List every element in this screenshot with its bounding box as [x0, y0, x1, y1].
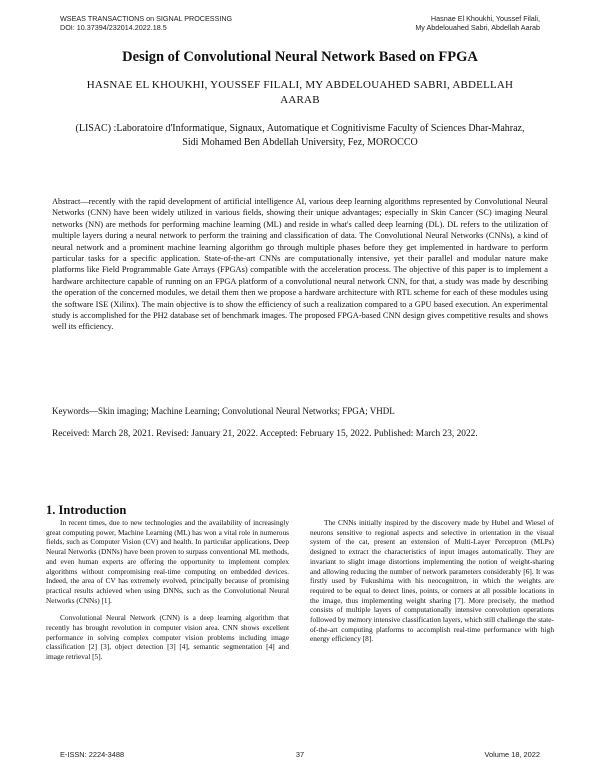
abstract: Abstract—recently with the rapid development of artificial intelligence AI, various deep learning algorithms represented by Convolutional Neural Networks (CNN) have been widely utilized in various fields, showing their unique advantages; especially in Skin Cancer (SC) imaging Neural networks (NN) are methods for performing machine learning (ML) and reside in what's called deep learning (DL). DL refers to the utilization of multiple layers during a neural network to perform the training and classification of data. The Convolutional Neural Networks (CNNs), a kind of neural network and a prominent machine learning algorithm go through multiple phases before they get implemented in hardware to perform particular tasks for a specific application. State-of-the-art CNNs are computationally intensive, yet their parallel and modular nature make platforms like Field Programmable Gate Arrays (FPGAs) compatible with the acceleration process. The objective of this paper is to implement a hardware architecture capable of running on an FPGA platform of a convolutional neural network CNN, for that, a study was made by describing the operation of the concerned modules, we detail them then we propose a hardware architecture with RTL scheme for each of these modules using the software ISE (Xilinx). The main objective is to show the efficiency of such a realization compared to a GPU based execution. An experimental study is accomplished for the PH2 database set of benchmark images. The proposed FPGA-based CNN design gives competitive results and shows well its efficiency. [52, 197, 548, 332]
right-column [310, 518, 554, 644]
paper-title: Design of Convolutional Neural Network Based on FPGA [122, 49, 478, 65]
running-header-right [415, 14, 540, 32]
received-dates: Received: March 28, 2021. Revised: January 21, 2022. Accepted: February 15, 2022. Published: March 23, 2022. [52, 429, 478, 439]
doi: DOI: 10.37394/232014.2022.18.5 [60, 23, 167, 32]
section-heading: 1. Introduction [46, 503, 127, 517]
paragraph: The CNNs initially inspired by the discovery made by Hubel and Wiesel of neurons sensitive to regional aspects and selective in orientation in the visual system of the cat, present an extension of Multi-Layer Perceptron (MLPs) designed to extract the characteristics of input images automatically. They are invariant to slight image distortions implementing the notion of weight-sharing and allowing reducing the number of network parameters considerably [6]. It was firstly used by Fukushima with his neocognitron, in which the weights are required to be equal to detect lines, points, or corners at all possible locations in the image, thus implementing weight sharing [7]. More precisely, the method consists of multiple layers of computationally intensive convolution operations followed by memory intensive classification layers, which still challenge the state-of-the-art computing platforms to accomplish real-time performance with high energy efficiency [8]. [310, 518, 554, 644]
affiliation: (LISAC) :Laboratoire d'Informatique, Signaux, Automatique et Cognitivisme Faculty of Sciences Dhar-Mahraz, Sidi Mohamed Ben Abdellah University, Fez, MOROCCO [75, 123, 525, 148]
paragraph: In recent times, due to new technologies and the availability of increasingly great computing power, Machine Learning (ML) has won a vital role in numerous fields, such as Computer Vision (CV) and health. In particular applications, Deep Neural Networks (DNNs) have been proven to surpass conventional ML methods, and even human experts are offering the opportunity to implement complex algorithms without compromising real-time computing on embedded devices. Indeed, the area of CV has extremely evolved, principally because of promising practical results achieved when using DNNs, such as the Convolutional Neural Networks (CNNs) [1]. [46, 518, 289, 605]
keywords: Keywords—Skin imaging; Machine Learning; Convolutional Neural Networks; FPGA; VHDL [52, 406, 395, 416]
header-authors-line1: Hasnae El Khoukhi, Youssef Filali, [430, 14, 540, 23]
running-header-left [60, 14, 232, 32]
page-number: 37 [295, 750, 305, 759]
left-column [46, 518, 289, 662]
author-list: HASNAE EL KHOUKHI, YOUSSEF FILALI, MY ABDELOUAHED SABRI, ABDELLAH AARAB [86, 79, 514, 106]
journal-name: WSEAS TRANSACTIONS on SIGNAL PROCESSING [60, 14, 233, 23]
header-authors-line2: My Abdelouahed Sabri, Abdellah Aarab [415, 23, 540, 32]
footer-volume: Volume 18, 2022 [484, 750, 540, 759]
footer-issn: E-ISSN: 2224-3488 [60, 750, 125, 759]
paragraph: Convolutional Neural Network (CNN) is a deep learning algorithm that recently has brought revolution in computer vision area. CNN shows excellent performance in solving complex computer vision problems including image classification [2] [3], object detection [3] [4], semantic segmentation [4] and image retrieval [5]. [46, 613, 289, 662]
